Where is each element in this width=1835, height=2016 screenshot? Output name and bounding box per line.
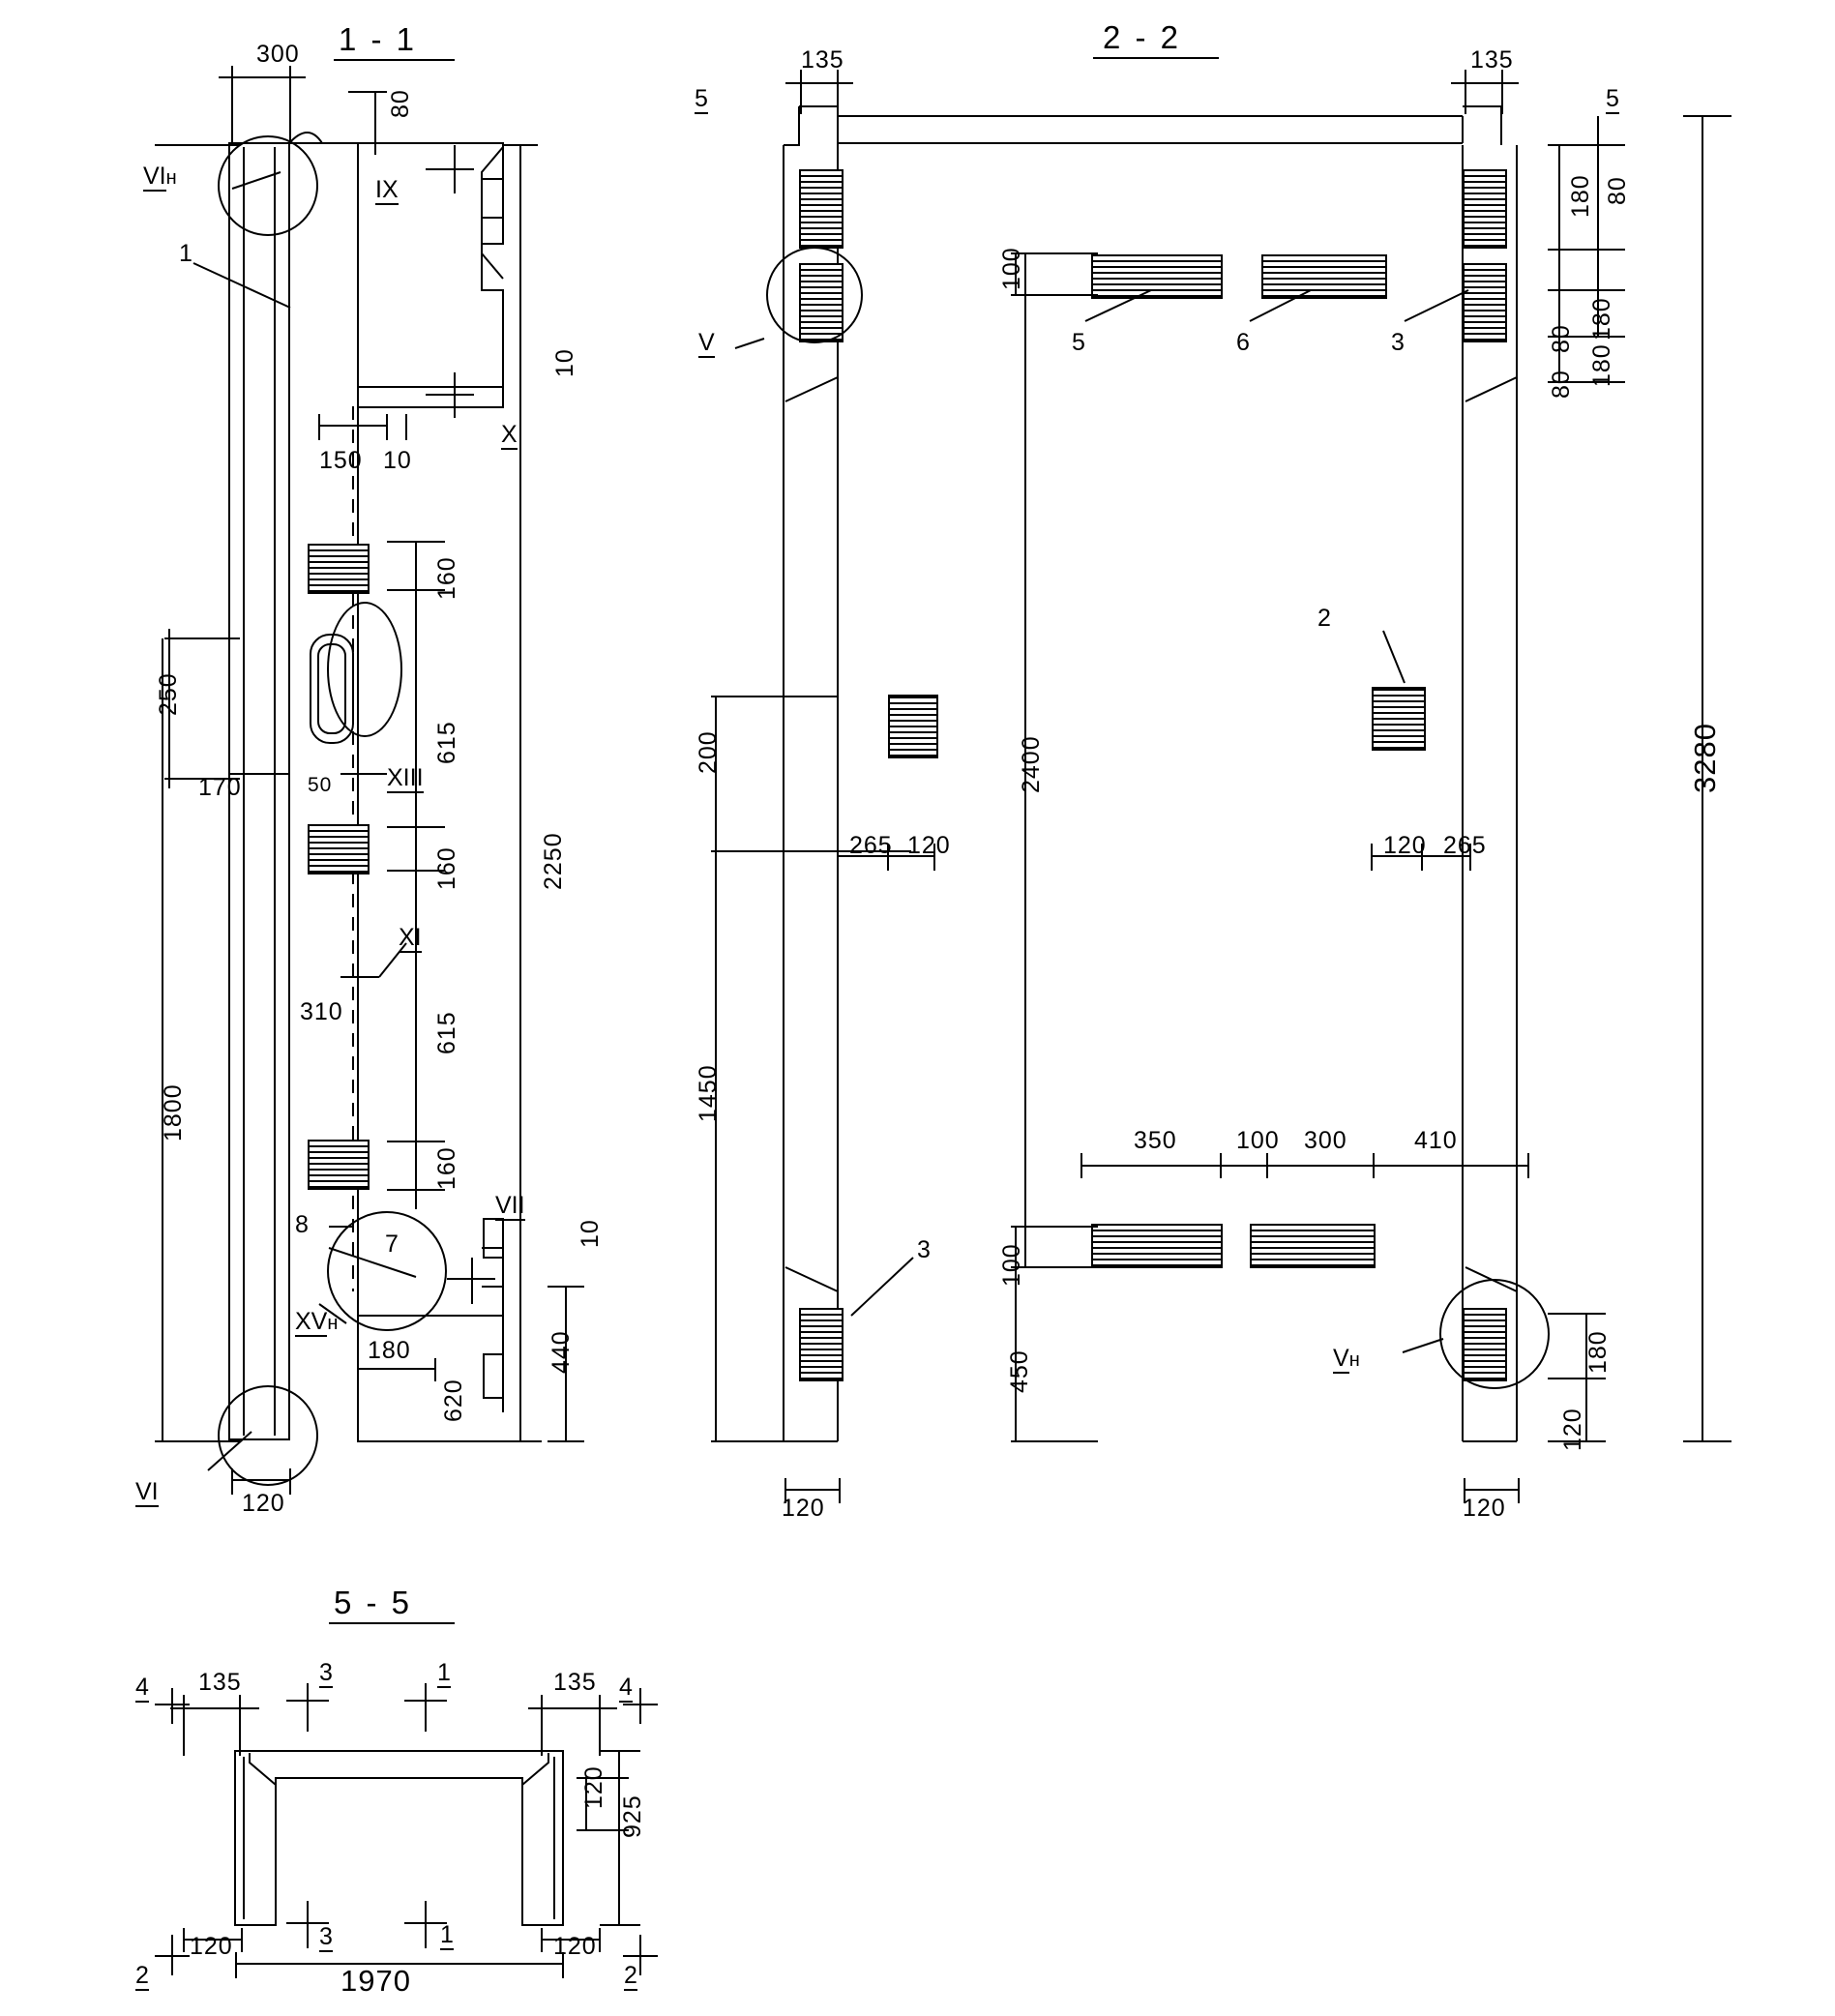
dim-120-inner-55: 120 <box>580 1765 607 1809</box>
dim-1800: 1800 <box>160 1083 187 1141</box>
dim-180-d: 180 <box>1584 1330 1612 1374</box>
callout-xiii: XIII <box>387 764 424 791</box>
dim-bottom-right-120: 120 <box>1463 1495 1506 1522</box>
marker-4-right: 4 <box>619 1674 633 1701</box>
dim-3280: 3280 <box>1688 723 1722 793</box>
item-number-7: 7 <box>385 1230 400 1258</box>
dim-160-c: 160 <box>433 1146 460 1190</box>
dim-135-right-55: 135 <box>553 1669 597 1696</box>
dim-135-left-55: 135 <box>198 1669 242 1696</box>
dim-100-lower: 100 <box>998 1243 1025 1287</box>
item-number-3-top: 3 <box>1391 329 1406 356</box>
callout-xv-n: XVн <box>295 1308 339 1335</box>
callout-x: X <box>501 421 518 448</box>
dim-265-b: 265 <box>1443 832 1487 859</box>
dim-620: 620 <box>440 1379 467 1422</box>
dim-450: 450 <box>1006 1349 1033 1393</box>
dim-120-a: 120 <box>907 832 951 859</box>
dim-top-300: 300 <box>256 41 300 68</box>
dim-80-b: 80 <box>1548 324 1575 353</box>
dim-bottom-120: 120 <box>242 1490 285 1517</box>
dim-10-upper: 10 <box>551 348 578 377</box>
dim-170: 170 <box>198 774 242 801</box>
item-number-8: 8 <box>295 1211 310 1238</box>
callout-ix: IX <box>375 176 399 203</box>
view-2-2-title: 2 - 2 <box>1103 19 1182 55</box>
dim-120-right-55: 120 <box>553 1933 597 1960</box>
item-number-6: 6 <box>1236 329 1251 356</box>
dim-615-a: 615 <box>433 721 460 764</box>
dim-310: 310 <box>300 998 343 1025</box>
dim-80-a: 80 <box>1604 176 1631 205</box>
dim-200: 200 <box>695 730 722 774</box>
view-1-1-title: 1 - 1 <box>339 21 418 57</box>
dim-10-mid: 10 <box>383 447 412 474</box>
dim-925: 925 <box>619 1794 646 1838</box>
dim-180-c: 180 <box>1588 343 1615 387</box>
dim-160-b: 160 <box>433 846 460 890</box>
dim-180-b: 180 <box>1588 297 1615 341</box>
dim-top-80: 80 <box>387 89 414 118</box>
item-number-1: 1 <box>179 240 193 267</box>
dim-180-a: 180 <box>1567 174 1594 218</box>
marker-3-bottom: 3 <box>319 1923 333 1950</box>
item-number-3-bottom: 3 <box>917 1236 932 1263</box>
marker-1-bottom: 1 <box>440 1921 454 1948</box>
dim-bottom-left-120: 120 <box>782 1495 825 1522</box>
dim-180: 180 <box>368 1337 411 1364</box>
item-number-2: 2 <box>1317 605 1332 632</box>
dim-1970: 1970 <box>340 1964 411 1998</box>
marker-1-top: 1 <box>437 1659 451 1686</box>
dim-350: 350 <box>1134 1127 1177 1154</box>
dim-120-left-55: 120 <box>190 1933 233 1960</box>
dim-100-row: 100 <box>1236 1127 1280 1154</box>
dim-265-a: 265 <box>849 832 893 859</box>
dim-50: 50 <box>308 774 333 796</box>
callout-vii: VII <box>495 1192 525 1219</box>
callout-vi-n: VIн <box>143 163 177 190</box>
dim-300: 300 <box>1304 1127 1347 1154</box>
marker-4-left: 4 <box>135 1674 149 1701</box>
dim-150: 150 <box>319 447 363 474</box>
dim-100-top: 100 <box>998 247 1025 290</box>
callout-v-n: Vн <box>1333 1345 1360 1372</box>
dim-80-c: 80 <box>1548 370 1575 399</box>
dim-2400: 2400 <box>1018 735 1045 793</box>
marker-2-right: 2 <box>624 1962 637 1989</box>
dim-1450: 1450 <box>695 1064 722 1122</box>
marker-2-left: 2 <box>135 1962 149 1989</box>
dim-135-left: 135 <box>801 46 844 74</box>
callout-vi: VI <box>135 1478 159 1505</box>
marker-3-top: 3 <box>319 1659 333 1686</box>
dim-120-b: 120 <box>1383 832 1427 859</box>
item-number-5: 5 <box>1072 329 1086 356</box>
dim-410: 410 <box>1414 1127 1458 1154</box>
dim-120-d: 120 <box>1559 1408 1586 1451</box>
callout-v: V <box>698 329 715 356</box>
dim-615-b: 615 <box>433 1011 460 1054</box>
dim-250: 250 <box>155 672 182 716</box>
dim-135-right: 135 <box>1470 46 1514 74</box>
dim-160-a: 160 <box>433 556 460 600</box>
section-marker-5-left: 5 <box>695 85 708 112</box>
view-5-5-title: 5 - 5 <box>334 1585 413 1620</box>
dim-440: 440 <box>548 1330 575 1374</box>
dim-2250: 2250 <box>540 832 567 890</box>
section-marker-5-right: 5 <box>1606 85 1619 112</box>
callout-xi: XI <box>399 924 422 951</box>
dim-10-lower: 10 <box>577 1219 604 1248</box>
